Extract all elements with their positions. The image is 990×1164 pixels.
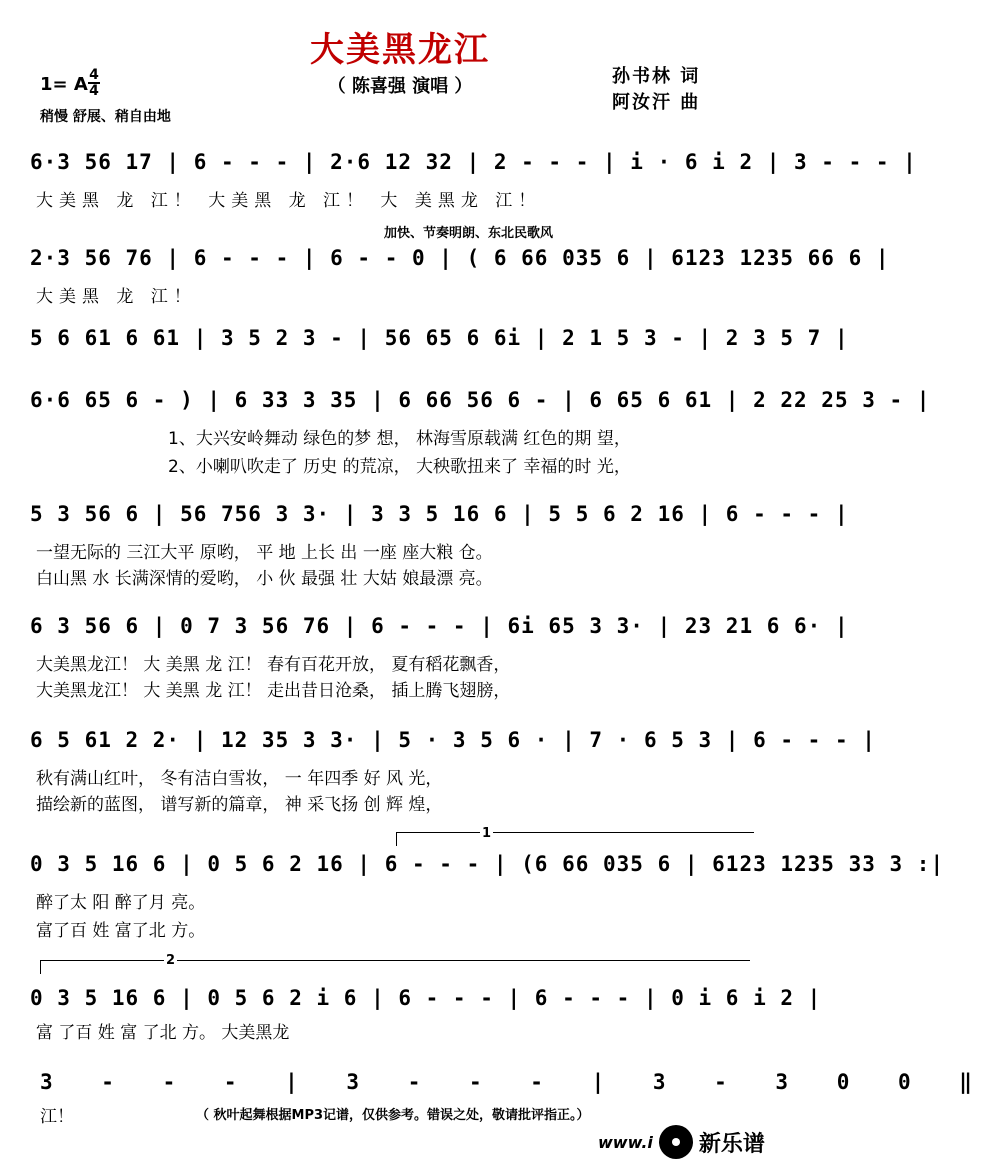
score-row-6: 6 3 56 6 | 0 7 3 56 76 | 6 - - - | 6i 65 3 3· | 23 21 6 6· | [30,614,849,638]
score-row-3: 5 6 61 6 61 | 3 5 2 3 - | 56 65 6 6i | 2 1 5 3 - | 2 3 5 7 | [30,326,849,350]
score-row-10: 3 - - - | 3 - - - | 3 - 3 0 0 ‖ [40,1070,990,1094]
volta-1-hook [396,832,397,846]
lyric-row-4-verse-2: 2、小喇叭吹走了 历史 的荒凉， 大秧歌扭来了 幸福的时 光， [168,457,631,477]
score-row-4: 6·6 65 6 - ) | 6 33 3 35 | 6 66 56 6 - | 6 65 6 61 | 2 22 25 3 - | [30,388,931,412]
tempo-marking: 稍慢 舒展、稍自由地 [40,109,171,125]
lyric-row-8-verse-1: 醉了太 阳 醉了月 亮。 [36,893,206,913]
volta-2-label: 2 [166,953,176,968]
time-signature-bottom: 4 [89,83,99,99]
record-disc-icon [659,1125,693,1159]
lyric-row-9: 富 了百 姓 富 了北 方。 大美黑龙 [36,1023,290,1043]
singer-credit: （ 陈喜强 演唱 ） [327,76,473,97]
key-signature: 1= A [40,74,88,95]
lyric-row-7-verse-1: 秋有满山红叶， 冬有洁白雪妆， 一 年四季 好 风 光， [36,769,443,789]
lyric-row-5-verse-1: 一望无际的 三江大平 原哟， 平 地 上长 出 一座 座大粮 仓。 [36,543,493,563]
lyric-row-4-verse-1: 1、大兴安岭舞动 绿色的梦 想， 林海雪原载满 红色的期 望， [168,429,631,449]
lyric-row-5-verse-2: 白山黑 水 长满深情的爱哟， 小 伙 最强 壮 大姑 娘最漂 亮。 [36,569,493,589]
lyricist-credit: 孙书林 词 [612,66,701,87]
lyric-row-8-verse-2: 富了百 姓 富了北 方。 [36,921,206,941]
composer-credit: 阿汝汗 曲 [612,92,701,113]
lyric-row-10: 江！ [40,1107,74,1127]
time-signature-top: 4 [89,67,99,83]
volta-2-bracket [40,960,750,961]
score-row-1: 6·3 56 17 | 6 - - - | 2·6 12 32 | 2 - - - | i · 6 i 2 | 3 - - - | [30,150,917,174]
score-row-5: 5 3 56 6 | 56 756 3 3· | 3 3 5 16 6 | 5 5 6 2 16 | 6 - - - | [30,502,849,526]
volta-1-bracket [396,832,754,833]
lyric-row-2: 大美黑 龙 江！ [36,287,197,307]
score-row-8: 0 3 5 16 6 | 0 5 6 2 16 | 6 - - - | (6 66 035 6 | 6123 1235 33 3 :| [30,852,945,876]
site-logo[interactable] [598,1122,765,1162]
song-title: 大美黑龙江 [310,30,490,70]
lyric-row-7-verse-2: 描绘新的蓝图， 谱写新的篇章， 神 采飞扬 创 辉 煌， [36,795,443,815]
time-signature [88,68,100,98]
score-row-9: 0 3 5 16 6 | 0 5 6 2 i 6 | 6 - - - | 6 - - - | 0 i 6 i 2 | [30,986,822,1010]
lyric-row-1: 大美黑 龙 江！ 大美黑 龙 江！ 大 美黑龙 江！ [36,191,542,211]
lyric-row-6-verse-2: 大美黑龙江！ 大 美黑 龙 江！ 走出昔日沧桑， 插上腾飞翅膀， [36,681,511,701]
volta-2-hook [40,960,41,974]
lyric-row-6-verse-1: 大美黑龙江！ 大 美黑 龙 江！ 春有百花开放， 夏有稻花飘香， [36,655,511,675]
score-row-7: 6 5 61 2 2· | 12 35 3 3· | 5 · 3 5 6 · | 7 · 6 5 3 | 6 - - - | [30,728,876,752]
volta-1-label: 1 [482,826,492,841]
site-url[interactable]: www.i [598,1132,653,1152]
tempo-change-marking: 加快、节奏明朗、东北民歌风 [384,226,554,241]
score-row-2: 2·3 56 76 | 6 - - - | 6 - - 0 | ( 6 66 035 6 | 6123 1235 66 6 | [30,246,890,270]
transcription-note: （ 秋叶起舞根据MP3记谱，仅供参考。错误之处，敬请批评指正。） [196,1108,590,1123]
site-name: 新乐谱 [698,1131,765,1157]
